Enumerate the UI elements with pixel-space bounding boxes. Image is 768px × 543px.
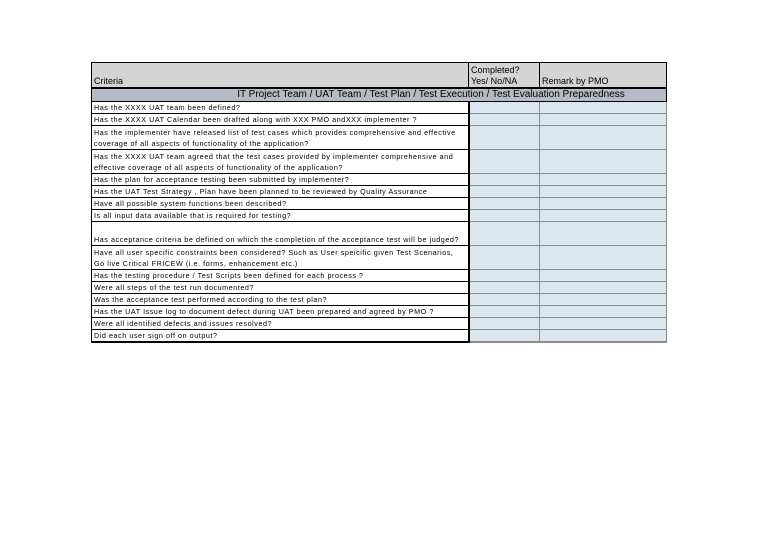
criteria-cell: Has acceptance criteria be defined on which the completion of the acceptance test will be judged? [92,222,469,246]
table-row [92,126,667,150]
criteria-cell: Has the XXXX UAT Calendar been drafted along with XXX PMO andXXX implementer ? [92,114,469,126]
header-row [92,63,667,89]
table-row [92,150,667,174]
table-row [92,174,667,186]
table-row [92,246,667,270]
criteria-cell: Were all identified defects and issues resolved? [92,318,469,330]
criteria-cell: Has the UAT Issue log to document defect during UAT been prepared and agreed by PMO ? [92,306,469,318]
remark-cell[interactable] [540,222,667,246]
remark-cell[interactable] [540,198,667,210]
criteria-header: Criteria [92,63,469,89]
completed-header [469,63,540,89]
criteria-cell: Has the plan for acceptance testing been submitted by implementer? [92,174,469,186]
completed-cell[interactable] [469,198,540,210]
criteria-cell: Has the XXXX UAT team been defined? [92,102,469,114]
remark-cell[interactable] [540,318,667,330]
table-row [92,114,667,126]
table-row [92,330,667,343]
table-row [92,186,667,198]
completed-cell[interactable] [469,282,540,294]
remark-cell[interactable] [540,294,667,306]
completed-cell[interactable] [469,294,540,306]
remark-cell[interactable] [540,114,667,126]
completed-cell[interactable] [469,246,540,270]
table-row [92,102,667,114]
remark-header: Remark by PMO [540,63,667,89]
remark-cell[interactable] [540,210,667,222]
table-row [92,318,667,330]
section-title-cell [92,88,667,102]
completed-cell[interactable] [469,210,540,222]
criteria-cell: Have all user specific constraints been considered? Such as User speicific given Test Scenarios, Go live Critical FRICEW (i.e. forms, enhancement etc.) [92,246,469,270]
criteria-cell: Have all possible system functions been described? [92,198,469,210]
criteria-cell: Did each user sign off on output? [92,330,469,343]
completed-header-line2: Yes/ No/NA [471,76,518,86]
remark-cell[interactable] [540,186,667,198]
criteria-cell: Has the implementer have released list of test cases which provides comprehensive and effective coverage of all aspects of functionality of the application? [92,126,469,150]
completed-cell[interactable] [469,330,540,343]
completed-cell[interactable] [469,222,540,246]
criteria-cell: Has the UAT Test Strategy , Plan have been planned to be reviewed by Quality Assurance [92,186,469,198]
completed-cell[interactable] [469,270,540,282]
remark-cell[interactable] [540,174,667,186]
table-row [92,282,667,294]
completed-cell[interactable] [469,174,540,186]
completed-header-line1: Completed? [471,65,520,75]
remark-cell[interactable] [540,282,667,294]
section-title: IT Project Team / UAT Team / Test Plan / Test Execution / Test Evaluation Preparedness [237,89,625,100]
table-row [92,222,667,246]
table-row [92,306,667,318]
remark-cell[interactable] [540,270,667,282]
uat-checklist-table [91,62,667,343]
remark-cell[interactable] [540,150,667,174]
completed-cell[interactable] [469,126,540,150]
completed-cell[interactable] [469,150,540,174]
criteria-cell: Has the XXXX UAT team agreed that the test cases provided by implementer comprehensive and effective coverage of all aspects of functionality of the application? [92,150,469,174]
completed-cell[interactable] [469,306,540,318]
criteria-cell: Were all steps of the test run documented? [92,282,469,294]
completed-cell[interactable] [469,102,540,114]
table-row [92,198,667,210]
completed-cell[interactable] [469,318,540,330]
remark-cell[interactable] [540,306,667,318]
remark-cell[interactable] [540,330,667,343]
section-row [92,88,667,102]
criteria-cell: Has the testing procedure / Test Scripts been defined for each process ? [92,270,469,282]
remark-cell[interactable] [540,246,667,270]
table-row [92,294,667,306]
remark-cell[interactable] [540,126,667,150]
criteria-cell: Is all input data available that is required for testing? [92,210,469,222]
table-row [92,210,667,222]
criteria-cell: Was the acceptance test performed according to the test plan? [92,294,469,306]
remark-cell[interactable] [540,102,667,114]
completed-cell[interactable] [469,186,540,198]
completed-cell[interactable] [469,114,540,126]
uat-checklist-sheet [91,62,666,343]
table-row [92,270,667,282]
